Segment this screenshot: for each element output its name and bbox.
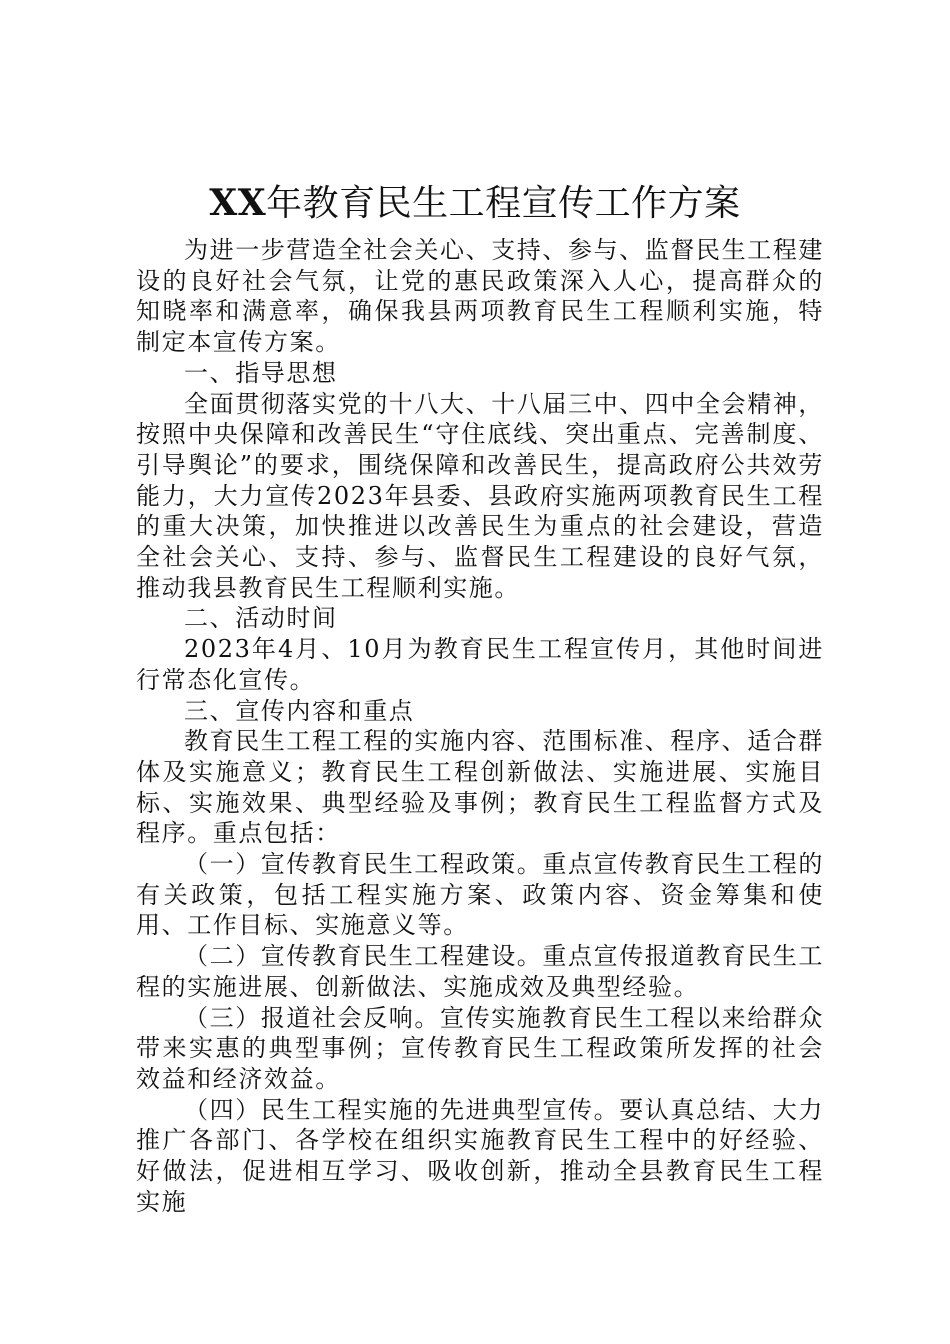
focus-item-2: （二）宣传教育民生工程建设。重点宣传报道教育民生工程的实施进展、创新做法、实施成效及典型经验。 [136, 942, 824, 1001]
activity-time-paragraph: 2023年4月、10月为教育民生工程宣传月，其他时间进行常态化宣传。 [136, 635, 824, 694]
focus-item-3: （三）报道社会反响。宣传实施教育民生工程以来给群众带来实惠的典型事例；宣传教育民生工程政策所发挥的社会效益和经济效益。 [136, 1003, 824, 1093]
content-focus-paragraph: 教育民生工程工程的实施内容、范围标准、程序、适合群体及实施意义；教育民生工程创新做法、实施进展、实施目标、实施效果、典型经验及事例；教育民生工程监督方式及程序。重点包括： [136, 727, 824, 848]
intro-paragraph: 为进一步营造全社会关心、支持、参与、监督民生工程建设的良好社会气氛，让党的惠民政策深入人心，提高群众的知晓率和满意率，确保我县两项教育民生工程顺利实施，特制定本宣传方案。 [136, 236, 824, 357]
focus-item-1: （一）宣传教育民生工程政策。重点宣传教育民生工程的有关政策，包括工程实施方案、政策内容、资金筹集和使用、工作目标、实施意义等。 [136, 850, 824, 940]
focus-item-4: （四）民生工程实施的先进典型宣传。要认真总结、大力推广各部门、各学校在组织实施教育民生工程中的好经验、好做法，促进相互学习、吸收创新，推动全县教育民生工程实施 [136, 1095, 824, 1216]
section-heading-activity-time: 二、活动时间 [184, 604, 338, 633]
document-body [136, 235, 824, 1218]
section-heading-guiding-thought: 一、指导思想 [184, 358, 338, 387]
section-heading-content-focus: 三、宣传内容和重点 [184, 696, 415, 725]
title-main: 年教育民生工程宣传工作方案 [266, 183, 741, 224]
document-title [0, 178, 950, 229]
guiding-thought-paragraph: 全面贯彻落实党的十八大、十八届三中、四中全会精神，按照中央保障和改善民生“守住底线、突出重点、完善制度、引导舆论”的要求，围绕保障和改善民生，提高政府公共效劳能力，大力宣传2023年县委、县政府实施两项教育民生工程的重大决策，加快推进以改善民生为重点的社会建设，营造全社会关心、支持、参与、监督民生工程建设的良好气氛，推动我县教育民生工程顺利实施。 [136, 389, 824, 602]
title-prefix: XX [209, 182, 267, 224]
